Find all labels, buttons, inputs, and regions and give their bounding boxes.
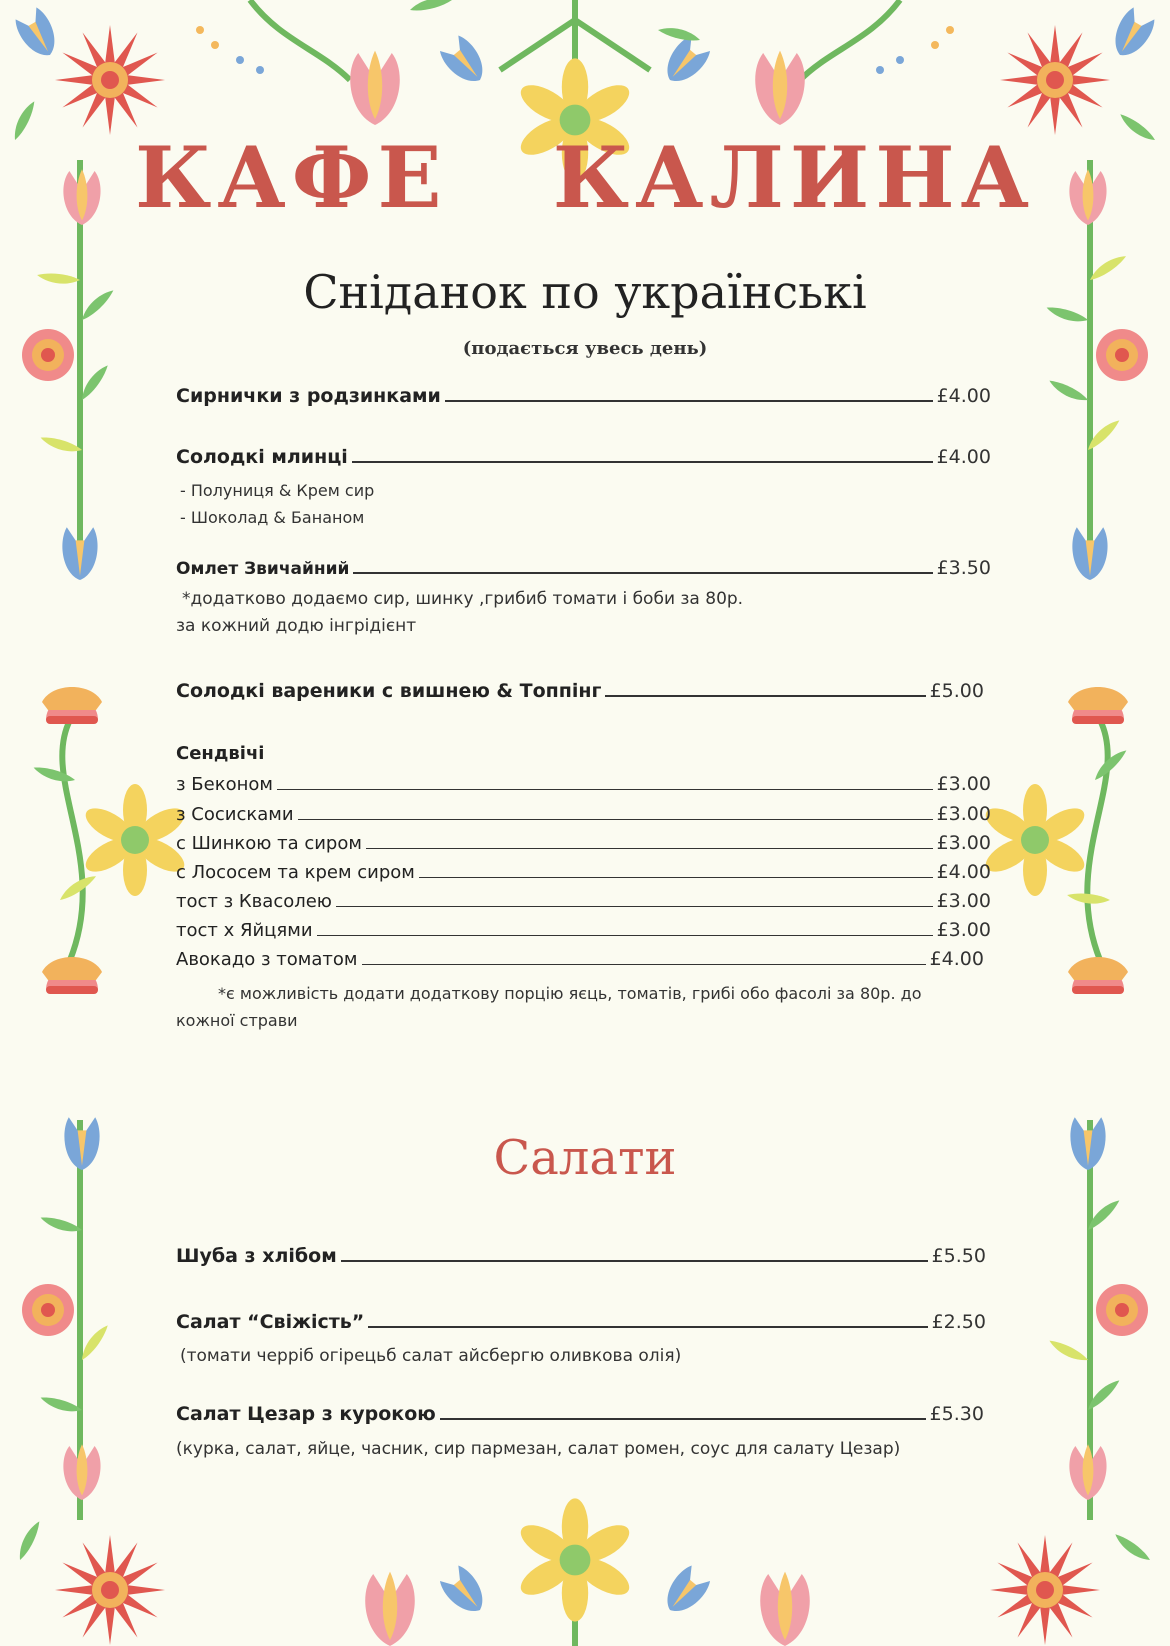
menu-item — [176, 773, 991, 795]
item-name: с Лососем та крем сиром — [176, 862, 415, 883]
item-name: тост з Квасолею — [176, 891, 332, 912]
item-note: за кожний додю інгрідієнт — [176, 616, 417, 636]
item-note: (томати черріб огірецьб салат айсбергю оливкова олія) — [180, 1346, 682, 1366]
item-note: (курка, салат, яйце, часник, сир пармезан, салат ромен, соус для салату Цезар) — [176, 1439, 901, 1459]
menu-item — [176, 832, 991, 854]
menu-item — [176, 948, 984, 970]
item-price: £4.00 — [929, 948, 984, 970]
item-name: Солодкі млинці — [176, 446, 348, 468]
item-price: £4.00 — [936, 446, 991, 468]
cafe-title: КАФЕ КАЛИНА — [134, 128, 1036, 227]
item-option: - Шоколад & Бананом — [180, 508, 365, 527]
item-name: Шуба з хлібом — [176, 1245, 337, 1267]
item-name: Сирнички з родзинками — [176, 385, 441, 407]
menu-item — [176, 557, 991, 579]
item-option: - Полуниця & Крем сир — [180, 481, 375, 500]
item-price: £5.30 — [929, 1403, 984, 1425]
item-price: £3.00 — [936, 890, 991, 912]
item-price: £3.50 — [936, 557, 991, 579]
breakfast-subheading: (подається увесь день) — [462, 338, 708, 359]
menu-item — [176, 1245, 986, 1267]
item-name: Омлет Звичайний — [176, 559, 350, 579]
item-name: Салат “Свіжість” — [176, 1311, 365, 1333]
menu-item — [176, 446, 991, 468]
salads-heading: Салати — [493, 1130, 677, 1186]
menu-item — [176, 385, 991, 407]
item-price: £2.50 — [931, 1311, 986, 1333]
menu-item — [176, 890, 991, 912]
item-name: з Сосисками — [176, 804, 294, 825]
item-price: £3.00 — [936, 773, 991, 795]
item-price: £4.00 — [936, 385, 991, 407]
menu-item — [176, 1311, 986, 1333]
item-name: с Шинкою та сиром — [176, 833, 362, 854]
item-price: £3.00 — [936, 832, 991, 854]
item-note: *додатково додаємо сир, шинку ,грибиб томати і боби за 80р. — [182, 589, 744, 609]
item-name: тост х Яйцями — [176, 920, 313, 941]
item-name: Авокадо з томатом — [176, 949, 358, 970]
item-price: £5.50 — [931, 1245, 986, 1267]
item-price: £3.00 — [936, 919, 991, 941]
item-name: з Беконом — [176, 774, 273, 795]
menu-item — [176, 861, 991, 883]
item-price: £3.00 — [936, 803, 991, 825]
item-name: Солодкі вареники с вишнею & Топпінг — [176, 680, 602, 702]
item-name: Салат Цезар з курокою — [176, 1403, 436, 1425]
sandwiches-heading: Сендвічі — [176, 743, 265, 764]
item-price: £5.00 — [929, 680, 984, 702]
menu-item — [176, 919, 991, 941]
menu-item — [176, 803, 991, 825]
breakfast-heading: Сніданок по українські — [303, 265, 867, 319]
menu-item — [176, 680, 984, 702]
item-price: £4.00 — [936, 861, 991, 883]
menu-item — [176, 1403, 984, 1425]
sandwiches-note: кожної страви — [176, 1011, 298, 1030]
sandwiches-note: *є можливість додати додаткову порцію яєць, томатів, грибі обо фасолі за 80р. до — [218, 984, 922, 1003]
